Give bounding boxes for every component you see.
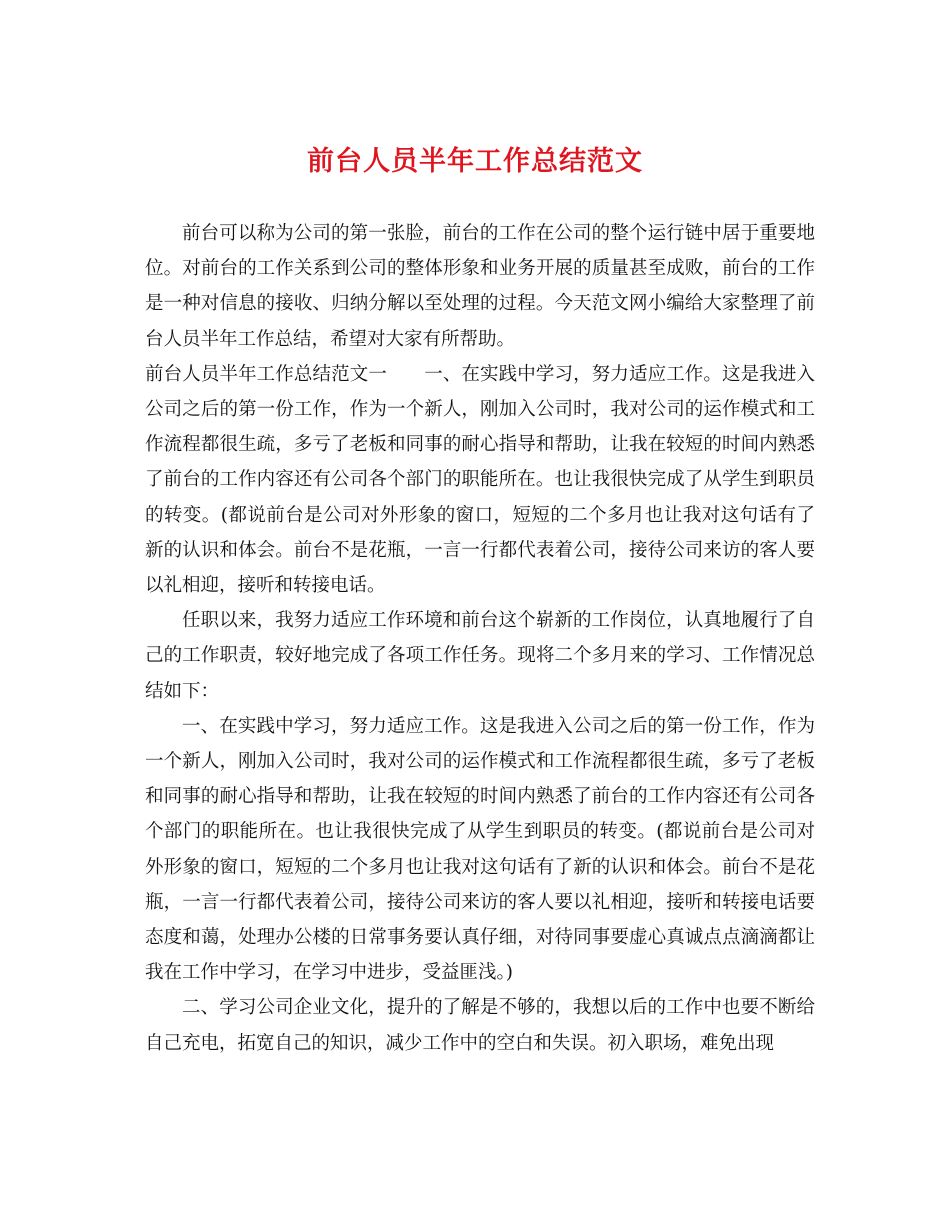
paragraph-intro: 前台可以称为公司的第一张脸，前台的工作在公司的整个运行链中居于重要地位。对前台的工作关系到公司的整体形象和业务开展的质量甚至成败，前台的工作是一种对信息的接收、归纳分解以至处理的过程。今天范文网小编给大家整理了前台人员半年工作总结，希望对大家有所帮助。 [145, 223, 815, 350]
document-title: 前台人员半年工作总结范文 [307, 146, 643, 177]
paragraph-sample-one: 前台人员半年工作总结范文一 一、在实践中学习，努力适应工作。这是我进入公司之后的第一份工作，作为一个新人，刚加入公司时，我对公司的运作模式和工作流程都很生疏，多亏了老板和同事的耐心指导和帮助，让我在较短的时间内熟悉了前台的工作内容还有公司各个部门的职能所在。也让我很快完成了从学生到职员的转变。(都说前台是公司对外形象的窗口，短短的二个多月也让我对这句话有了新的认识和体会。前台不是花瓶，一言一行都代表着公司，接待公司来访的客人要以礼相迎，接听和转接电话。 [145, 363, 815, 597]
document-body [145, 216, 815, 1061]
paragraph-section-one: 一、在实践中学习，努力适应工作。这是我进入公司之后的第一份工作，作为一个新人，刚加入公司时，我对公司的运作模式和工作流程都很生疏，多亏了老板和同事的耐心指导和帮助，让我在较短的时间内熟悉了前台的工作内容还有公司各个部门的职能所在。也让我很快完成了从学生到职员的转变。(都说前台是公司对外形象的窗口，短短的二个多月也让我对这句话有了新的认识和体会。前台不是花瓶，一言一行都代表着公司，接待公司来访的客人要以礼相迎，接听和转接电话要态度和蔼，处理办公楼的日常事务要认真仔细，对待同事要虚心真诚点点滴滴都让我在工作中学习，在学习中进步，受益匪浅。) [145, 715, 815, 984]
paragraph-section-two: 二、学习公司企业文化，提升的了解是不够的，我想以后的工作中也要不断给自己充电，拓宽自己的知识，减少工作中的空白和失误。初入职场，难免出现 [145, 997, 815, 1054]
paragraph-since-appointment: 任职以来，我努力适应工作环境和前台这个崭新的工作岗位，认真地履行了自己的工作职责，较好地完成了各项工作任务。现将二个多月来的学习、工作情况总结如下： [145, 610, 815, 702]
